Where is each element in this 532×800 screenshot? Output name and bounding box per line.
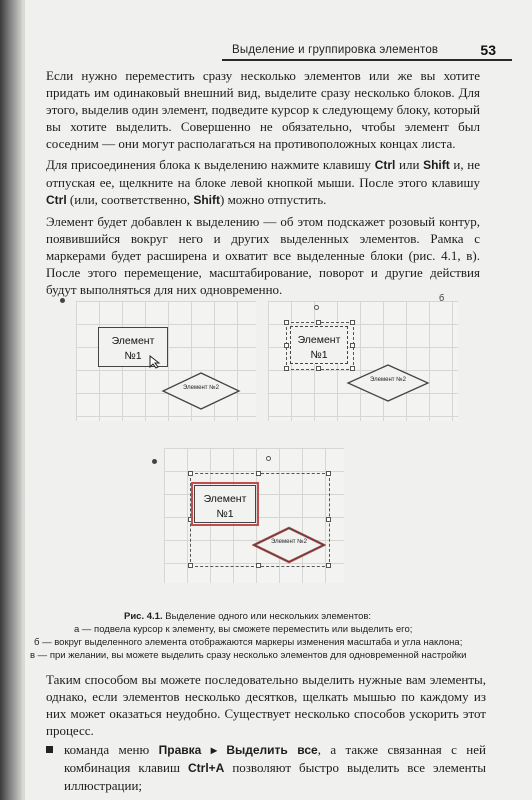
body-text [46, 67, 480, 302]
header-title: Выделение и группировка элементов [232, 44, 439, 56]
page-edge [22, 0, 25, 800]
element-2-diamond-c[interactable] [252, 525, 326, 565]
element-title: Элемент [111, 335, 155, 347]
text-run: ) можно отпустить. [219, 192, 327, 207]
text-run: позволяют быстро выделить все элементы иллюстрации; [64, 760, 486, 793]
paragraph-4: Таким способом вы можете последовательно выделить нужные вам элементы, однако, если элементов несколько десятков, щелкать мышью по каждому из них может оказаться неудобно. Существует несколько способов ускорить этот процесс. [46, 672, 486, 738]
diamond-label: Элемент №2 [370, 377, 406, 383]
paragraph-2 [46, 156, 480, 209]
caption-label: Рис. 4.1. [124, 611, 163, 622]
key-ctrl: Ctrl [374, 158, 396, 172]
caption-line-b: б — вокруг выделенного элемента отображаются маркеры изменения масштаба и угла наклона; [34, 637, 463, 648]
scale-handle[interactable] [284, 366, 289, 371]
paragraph-3: Элемент будет добавлен к выделению — об этом подскажет розовый контур, появившийся вокруг него и других выделенных элементов. Рамка с маркерами будет расширена и охватит все выделенные блоки (рис. 4.1, в). После этого перемещение, масштабирование, поворот и другие действия будут выполняться для них одновременно. [46, 214, 480, 297]
element-2-diamond-a[interactable] [161, 371, 241, 411]
element-number: №1 [216, 508, 234, 520]
page-number: 53 [480, 42, 496, 58]
scale-handle[interactable] [188, 563, 193, 568]
diamond-label: Элемент №2 [271, 539, 307, 545]
bullet-item [46, 741, 486, 794]
scale-handle[interactable] [188, 517, 193, 522]
scale-handle[interactable] [284, 343, 289, 348]
caption-line-c: в — при желании, вы можете выделить сразу несколько элементов для одновременной настройки [30, 650, 467, 661]
rotate-handle[interactable] [314, 305, 319, 310]
text-run: команда меню [64, 742, 159, 757]
key-shift: Shift [423, 158, 450, 172]
text-run: и, не отпуская ее, щелкните на блоке левой кнопкой мыши. После этого клавишу [46, 157, 480, 190]
caption-line-a: а — подвела курсор к элементу, вы сможете переместить или выделить его; [74, 624, 413, 635]
menu-command: Правка ▸ Выделить все [158, 743, 318, 757]
element-2-diamond-b[interactable] [346, 363, 430, 403]
element-title: Элемент [297, 334, 341, 346]
figure-4-1 [46, 293, 482, 603]
key-combination: Ctrl+A [188, 761, 225, 775]
element-1-box-b[interactable] [290, 326, 348, 364]
diamond-label: Элемент №2 [183, 385, 219, 391]
scale-handle[interactable] [350, 343, 355, 348]
element-number: №1 [310, 349, 328, 361]
element-1-box-c[interactable] [194, 485, 256, 523]
scale-handle[interactable] [284, 320, 289, 325]
scale-handle[interactable] [188, 471, 193, 476]
scale-handle[interactable] [350, 320, 355, 325]
panel-a-marker [60, 298, 65, 303]
element-number: №1 [124, 350, 142, 362]
page-gutter-shadow [0, 0, 22, 800]
key-ctrl: Ctrl [46, 193, 67, 207]
mouse-cursor-icon [148, 355, 162, 369]
scale-handle[interactable] [256, 471, 261, 476]
panel-b-letter: б [439, 293, 445, 303]
text-run: , а также связанная с ней комбинация клавиш [64, 742, 486, 775]
scale-handle[interactable] [316, 366, 321, 371]
text-run: Для присоединения блока к выделению нажмите клавишу [46, 157, 375, 172]
scale-handle[interactable] [326, 563, 331, 568]
header-rule [222, 59, 512, 61]
body-text-after-figure [46, 671, 486, 794]
paragraph-1: Если нужно переместить сразу несколько элементов или же вы хотите придать им одинаковый внешний вид, выделите сразу несколько блоков. Для этого, выделив один элемент, подведите курсор к следующему блоку, который вы хотите выделить. Совершенно не обязательно, чтобы элемент был соседним — они могут располагаться на противоположных концах листа. [46, 68, 480, 151]
bullet-square-icon [46, 746, 53, 753]
scale-handle[interactable] [316, 320, 321, 325]
caption-title: Выделение одного или нескольких элементов: [162, 611, 372, 622]
figure-caption [30, 610, 500, 662]
panel-c-marker [152, 459, 157, 464]
scale-handle[interactable] [326, 517, 331, 522]
text-run: (или, соответственно, [66, 192, 194, 207]
key-shift: Shift [193, 193, 220, 207]
text-run: или [395, 157, 424, 172]
element-title: Элемент [203, 493, 247, 505]
rotate-handle[interactable] [266, 456, 271, 461]
scale-handle[interactable] [326, 471, 331, 476]
